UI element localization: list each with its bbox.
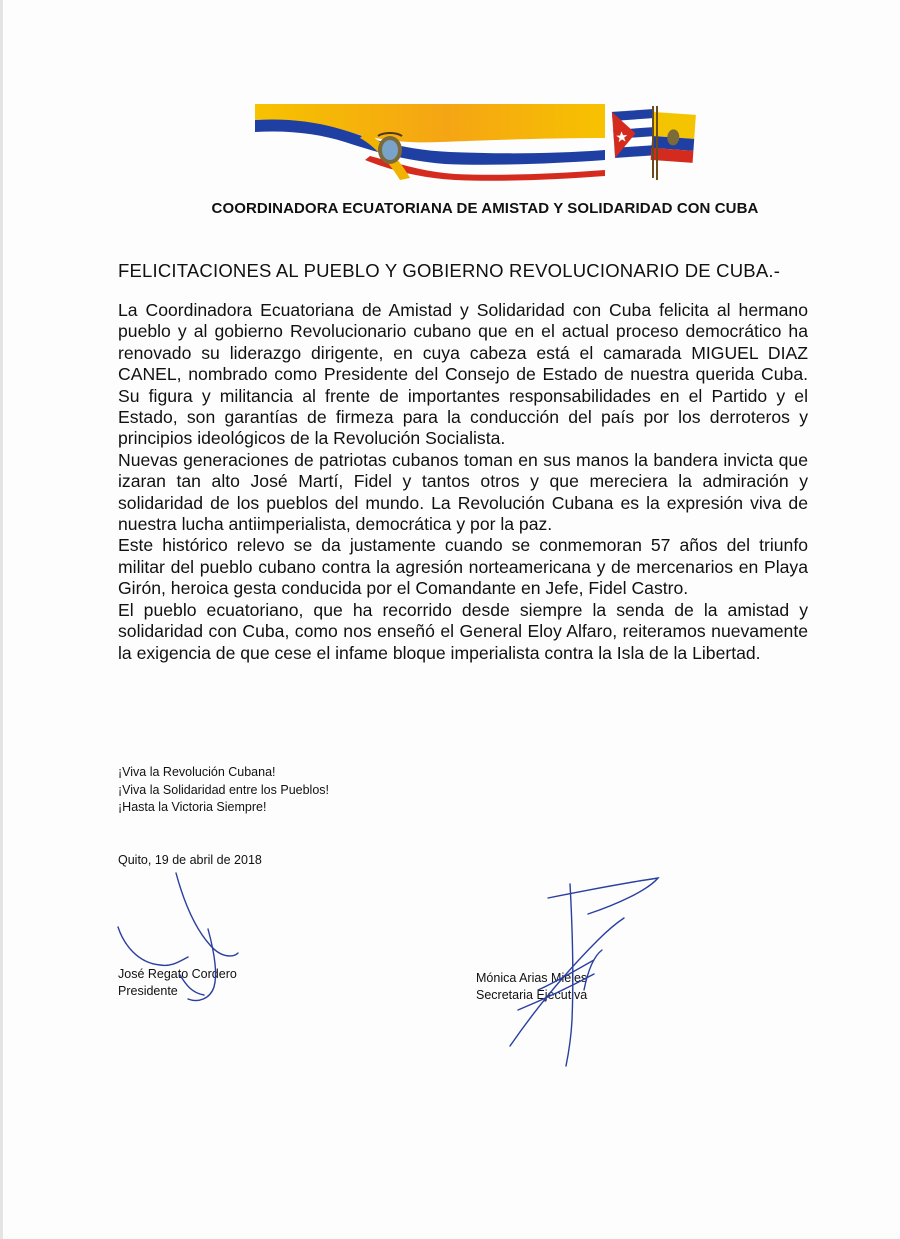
cheer-line: ¡Viva la Solidaridad entre los Pueblos! xyxy=(118,782,330,797)
flag-ribbon-ecuador-cuba-logo xyxy=(250,98,710,193)
body-paragraph: Este histórico relevo se da justamente cuando se conmemoran 57 años del triunfo militar del pueblo cubano contra la agresión norteamericana y de mercenarios en Playa Girón, heroica gesta conducida por el Comandante en Jefe, Fidel Castro. xyxy=(118,535,808,599)
body-paragraph: Nuevas generaciones de patriotas cubanos toman en sus manos la bandera invicta que izaran tan alto José Martí, Fidel y tantos otros y que mereciera la admiración y solidaridad de los pueblos del mundo. La Revolución Cubana es la expresión viva de nuestra lucha antiimperialista, democrática y por la paz. xyxy=(118,449,808,535)
cheer-line: ¡Viva la Revolución Cubana! xyxy=(118,765,276,779)
signatory-role: Secretaria Ejecutiva xyxy=(476,988,588,1002)
closing-cheers xyxy=(118,764,329,817)
cheer-line: ¡Hasta la Victoria Siempre! xyxy=(118,800,267,814)
signature-block-left xyxy=(118,966,237,1000)
page-edge xyxy=(0,0,3,1239)
organization-heading: COORDINADORA ECUATORIANA DE AMISTAD Y SOLIDARIDAD CON CUBA xyxy=(211,200,759,217)
signatory-name: Mónica Arias Mieles xyxy=(476,971,588,985)
signatory-name: José Regato Cordero xyxy=(118,967,237,981)
dateline: Quito, 19 de abril de 2018 xyxy=(118,853,262,867)
letter-body xyxy=(118,300,808,664)
signature-block-right xyxy=(476,970,587,1004)
body-paragraph: El pueblo ecuatoriano, que ha recorrido desde siempre la senda de la amistad y solidaridad con Cuba, como nos enseñó el General Eloy Alfaro, reiteramos nuevamente la exigencia de que cese el infame bloque imperialista contra la Isla de la Libertad. xyxy=(118,599,808,663)
body-paragraph: La Coordinadora Ecuatoriana de Amistad y Solidaridad con Cuba felicita al hermano pueblo y al gobierno Revolucionario cubano que en el actual proceso democrático ha renovado su liderazgo dirigente, en cuya cabeza está el camarada MIGUEL DIAZ CANEL, nombrado como Presidente del Consejo de Estado de nuestra querida Cuba. Su figura y militancia al frente de importantes responsabilidades en el Partido y el Estado, son garantías de firmeza para la conducción del país por los derroteros y principios ideológicos de la Revolución Socialista. xyxy=(118,300,808,449)
signatory-role: Presidente xyxy=(118,984,178,998)
letter-title: FELICITACIONES AL PUEBLO Y GOBIERNO REVOLUCIONARIO DE CUBA.- xyxy=(118,260,781,281)
